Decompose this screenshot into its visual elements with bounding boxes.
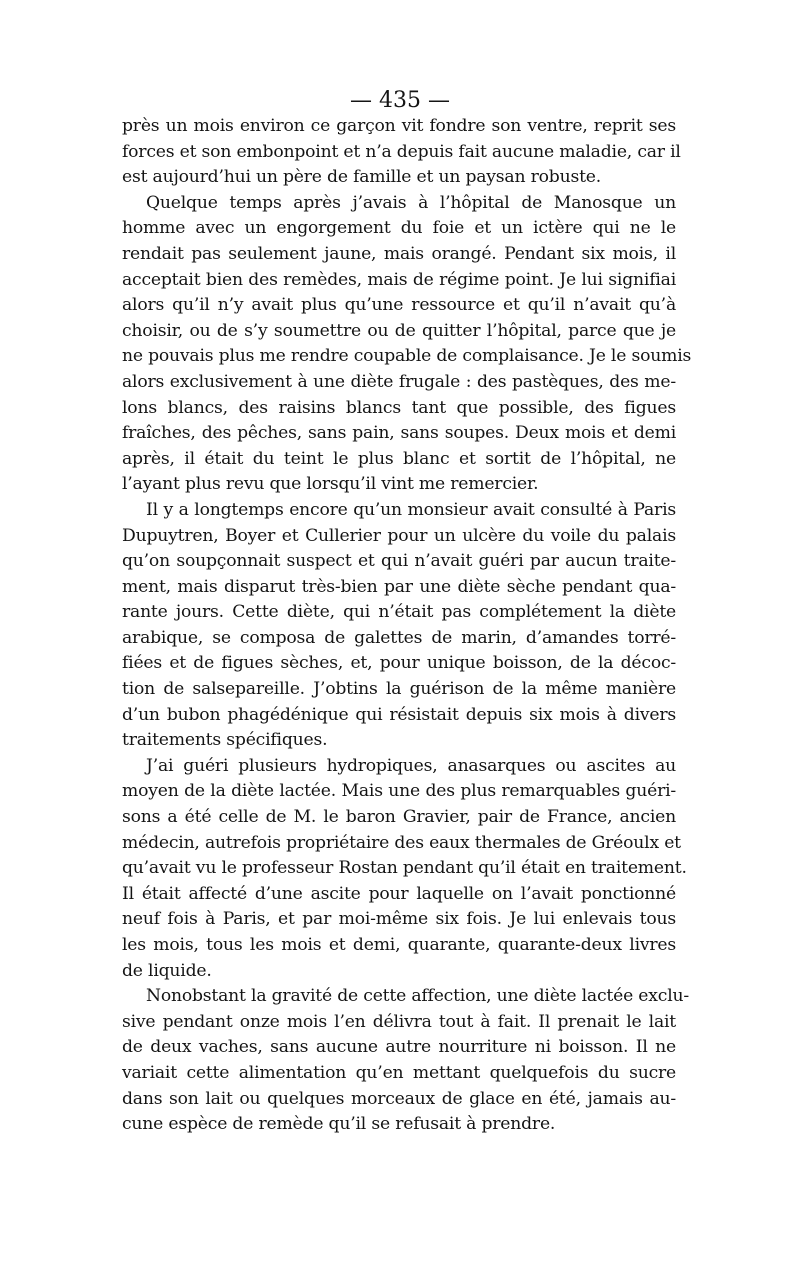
text-line: lons blancs, des raisins blancs tant que possible, des figues <box>122 397 676 418</box>
page-number: — 435 — <box>350 88 450 113</box>
text-line: qu’on soupçonnait suspect et qui n’avait guéri par aucun traite- <box>122 551 676 572</box>
text-line: fiées et de figues sèches, et, pour unique boisson, de la décoc- <box>122 653 676 674</box>
text-line: cune espèce de remède qu’il se refusait à prendre. <box>122 1114 556 1135</box>
text-line: d’un bubon phagédénique qui résistait depuis six mois à divers <box>122 704 676 725</box>
text-line: Nonobstant la gravité de cette affection, une diète lactée exclu- <box>146 986 689 1007</box>
text-line: après, il était du teint le plus blanc et sortit de l’hôpital, ne <box>122 448 676 469</box>
text-line: les mois, tous les mois et demi, quarante, quarante-deux livres <box>122 935 676 955</box>
text-line: fraîches, des pêches, sans pain, sans soupes. Deux mois et demi <box>122 423 676 444</box>
text-line: traitements spécifiques. <box>122 730 328 751</box>
text-line: acceptait bien des remèdes, mais de régime point. Je lui signifiai <box>122 269 676 290</box>
text-line: dans son lait ou quelques morceaux de glace en été, jamais au- <box>122 1088 676 1109</box>
text-line: Quelque temps après j’avais à l’hôpital de Manosque un <box>146 192 676 213</box>
body-text <box>122 114 692 1138</box>
text-line: alors exclusivement à une diète frugale : des pastèques, des me- <box>122 371 676 392</box>
text-line: variait cette alimentation qu’en mettant quelquefois du sucre <box>122 1062 676 1083</box>
text-line: ne pouvais plus me rendre coupable de complaisance. Je le soumis <box>122 346 692 367</box>
text-line: Dupuytren, Boyer et Cullerier pour un ulcère du voile du palais <box>122 525 676 546</box>
text-line: de liquide. <box>122 960 212 981</box>
text-line: sive pendant onze mois l’en délivra tout à fait. Il prenait le lait <box>122 1011 676 1032</box>
text-line: rendait pas seulement jaune, mais orangé. Pendant six mois, il <box>122 243 676 264</box>
text-line: homme avec un engorgement du foie et un ictère qui ne le <box>122 218 676 239</box>
text-line: de deux vaches, sans aucune autre nourriture ni boisson. Il ne <box>122 1037 676 1058</box>
text-line: alors qu’il n’y avait plus qu’une ressource et qu’il n’avait qu’à <box>122 295 676 316</box>
text-line: forces et son embonpoint et n’a depuis fait aucune maladie, car il <box>122 141 681 162</box>
text-line: Il était affecté d’une ascite pour laquelle on l’avait ponctionné <box>122 883 676 904</box>
text-line: choisir, ou de s’y soumettre ou de quitter l’hôpital, parce que je <box>122 320 676 341</box>
text-line: l’ayant plus revu que lorsqu’il vint me remercier. <box>122 474 539 495</box>
text-line: est aujourd’hui un père de famille et un paysan robuste. <box>122 167 602 188</box>
text-line: tion de salsepareille. J’obtins la guérison de la même manière <box>122 679 676 700</box>
text-line: sons a été celle de M. le baron Gravier, pair de France, ancien <box>122 807 676 828</box>
text-line: arabique, se composa de galettes de marin, d’amandes torré- <box>122 627 676 648</box>
text-line: médecin, autrefois propriétaire des eaux thermales de Gréoulx et <box>122 832 681 853</box>
text-line: près un mois environ ce garçon vit fondre son ventre, reprit ses <box>122 116 676 136</box>
text-line: rante jours. Cette diète, qui n’était pas complétement la diète <box>122 602 676 623</box>
text-line: Il y a longtemps encore qu’un monsieur avait consulté à Paris <box>146 499 676 520</box>
text-line: J’ai guéri plusieurs hydropiques, anasarques ou ascites au <box>146 755 676 776</box>
text-line: neuf fois à Paris, et par moi-même six fois. Je lui enlevais tous <box>122 909 676 930</box>
text-line: moyen de la diète lactée. Mais une des plus remarquables guéri- <box>122 781 676 802</box>
text-line: qu’avait vu le professeur Rostan pendant qu’il était en traitement. <box>122 858 687 879</box>
text-line: ment, mais disparut très-bien par une diète sèche pendant qua- <box>122 576 676 597</box>
